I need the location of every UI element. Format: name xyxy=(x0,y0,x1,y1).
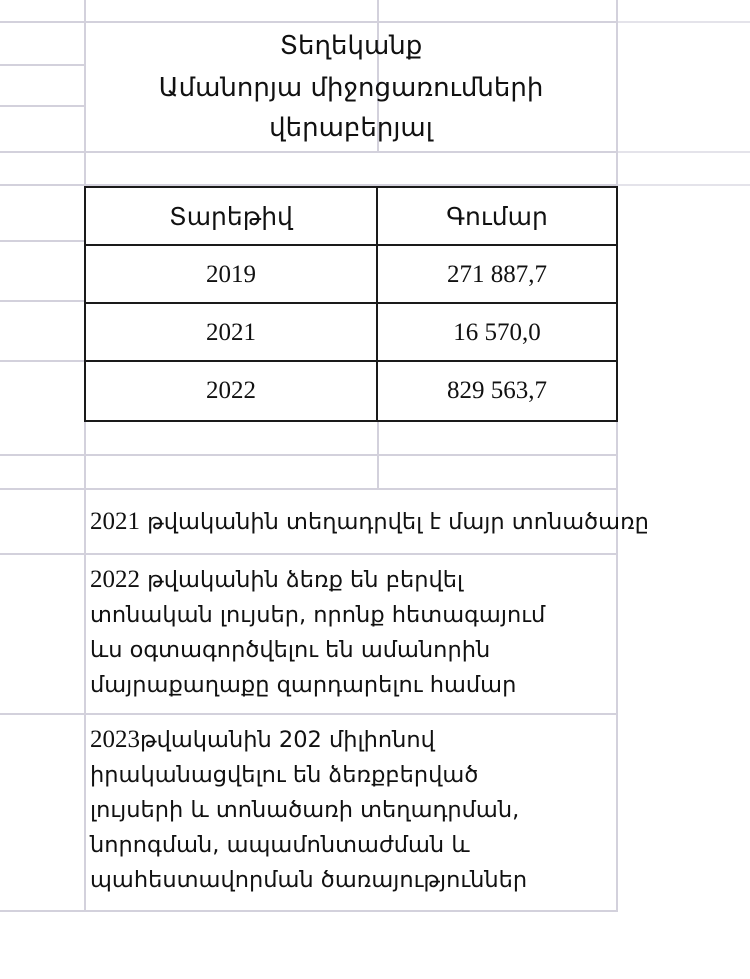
grid-row-line xyxy=(0,488,618,490)
amount-cell: 829 563,7 xyxy=(447,377,547,404)
note-2021 xyxy=(90,504,649,540)
note-line xyxy=(90,504,649,540)
amount-cell: 271 887,7 xyxy=(447,261,547,288)
note-line: ևս օգտագործվելու են ամանորին xyxy=(90,637,491,663)
table-row xyxy=(86,360,616,420)
title-line: Տեղեկանք xyxy=(279,31,423,61)
grid-column-line xyxy=(616,0,618,912)
column-header-amount: Գումար xyxy=(446,201,548,231)
title-line: Ամանորյա միջոցառումների xyxy=(158,73,544,103)
note-text: թվականին 202 միլիոնով xyxy=(140,727,435,753)
note-line: տոնական լույսեր, որոնք հետագայում xyxy=(90,602,546,628)
note-line: մայրաքաղաքը զարդարելու համար xyxy=(90,672,517,698)
year-cell: 2019 xyxy=(86,246,378,304)
grid-row-line xyxy=(0,240,86,242)
grid-row-line xyxy=(0,300,86,302)
grid-row-line xyxy=(0,553,618,555)
year-cell: 2021 xyxy=(86,304,378,362)
grid-row-line xyxy=(0,21,618,23)
grid-row-line xyxy=(618,151,750,153)
grid-row-line xyxy=(618,21,750,23)
grid-row-line xyxy=(0,713,618,715)
grid-row-line xyxy=(0,454,618,456)
year-cell: 2022 xyxy=(86,362,378,420)
note-2023 xyxy=(90,722,527,898)
note-line xyxy=(90,562,545,598)
note-text: թվականին ձեռք են բերվել xyxy=(140,567,464,593)
table-header-row xyxy=(86,188,616,244)
note-line: նորոգման, ապամոնտաժման և xyxy=(90,832,470,858)
amounts-table xyxy=(84,186,618,422)
note-line xyxy=(90,722,527,758)
note-year: 2022 xyxy=(90,566,140,593)
grid-row-line xyxy=(0,910,618,912)
note-line: իրականացվելու են ձեռքբերված xyxy=(90,762,479,788)
amount-cell: 16 570,0 xyxy=(453,319,541,346)
note-2022 xyxy=(90,562,545,703)
table-row xyxy=(86,244,616,304)
grid-column-line xyxy=(377,422,379,490)
column-header-year: Տարեթիվ xyxy=(86,188,378,244)
grid-row-line xyxy=(0,151,618,153)
note-line: լույսերի և տոնածառի տեղադրման, xyxy=(90,797,520,823)
grid-row-line xyxy=(0,105,86,107)
table-row xyxy=(86,302,616,362)
grid-row-line xyxy=(618,184,750,186)
note-line: պահեստավորման ծառայություններ xyxy=(90,867,528,893)
grid-row-line xyxy=(0,64,86,66)
grid-row-line xyxy=(0,360,86,362)
note-text: թվականին տեղադրվել է մայր տոնածառը xyxy=(140,509,649,535)
note-year: 2023 xyxy=(90,726,140,753)
note-year: 2021 xyxy=(90,508,140,535)
title-line: վերաբերյալ xyxy=(269,113,433,143)
